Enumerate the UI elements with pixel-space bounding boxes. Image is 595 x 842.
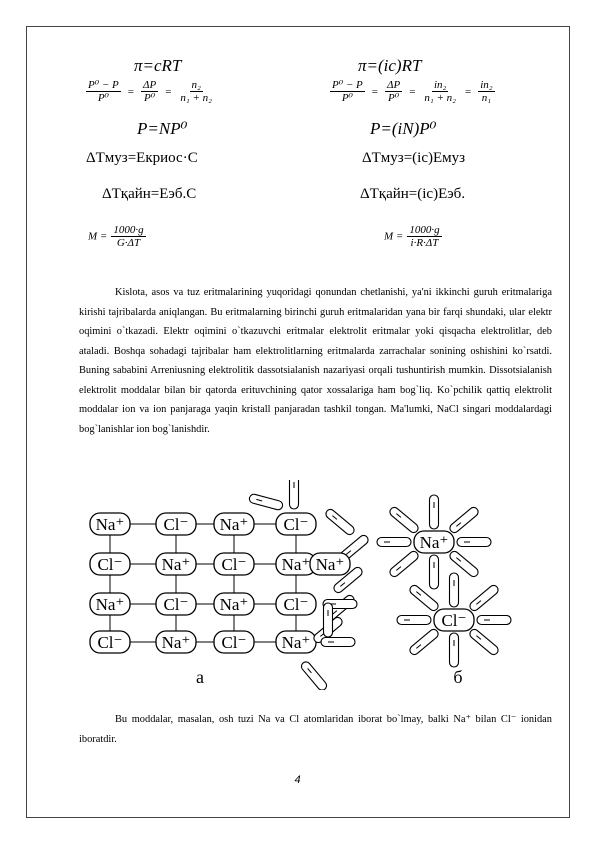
water-dipole: [300, 660, 329, 690]
hydrated-cl-ion: Cl⁻: [441, 611, 467, 630]
lattice-ion: Cl⁻: [163, 595, 189, 614]
water-dipole: [290, 480, 299, 509]
lattice-ion: Cl⁻: [97, 555, 123, 574]
lattice-ion: Na⁺: [95, 515, 125, 534]
water-dipole-na: [388, 550, 420, 579]
lattice-ion: Na⁺: [161, 633, 191, 652]
water-dipole: [324, 508, 356, 537]
water-dipole-cl: [408, 628, 440, 657]
molar-mass-formula-right: M = $\frac{1000\cdot g}{i\cdot R\cdot\Delta T}$: [384, 224, 440, 249]
paragraph-ions: Bu moddalar, masalan, osh tuzi Na va Cl atomlaridan iborat bo`lmay, balki Na⁺ bilan Cl⁻ ionidan iboratdir.: [79, 714, 552, 745]
water-dipole-na: [430, 555, 439, 589]
figure-label-a: a: [196, 667, 204, 687]
water-dipole-na: [430, 495, 439, 529]
raoult-formula-right: $\frac{\text{P⁰ − P}}{\text{P⁰}}$ = $\frac{\Delta P}{\text{P⁰}}$ = $\frac{\text{in₂}}{\text{n₁ + n₂}}$ = $\frac{\text{in₂}}{\text{n₁}}$: [332, 79, 493, 104]
lattice-ion: Cl⁻: [163, 515, 189, 534]
page-number: 4: [294, 774, 301, 786]
paragraph-dissociation: Kislota, asos va tuz eritmalarining yuqoridagi qonundan chetlanishi, ya'ni ikkinchi guruh eritmalariga kirishi tajribalarda aniqlangan. Bu eritmalarning birinchi guruh eritmalaridan yana bir farqi shundaki, ular elektr oqimini o`tkazadi. Elektr oqimini o`tkazuvchi eritmalar elektrolit eritmalar yoki qisqacha elektrolitlar, deb ataladi. Boshqa sohadagi tajribalar ham elektrolitlarning eritmalarda zarrachalar sonining oshishini ko`rsatdi. Buning sababini Arreniusning elektrolitik dassotsialanish nazariyasi orqali tushuntirish mumkin. Dissotsialanish elektrolit moddalar bilan bir qatorda erituvchining qator xossalariga ham bog`liq. Ko`pchilik qattiq elektrolit moddalar ion va ion panjaraga yaqin kristall panjaradan tashkil tongan. Ma'lumki, NaCl singari moddalardagi bog`lanishlar ion bog`lanishdir.: [79, 287, 552, 435]
figure-label-b: б: [453, 667, 463, 687]
raoult-formula-left: $\frac{\text{P⁰ − P}}{\text{P⁰}}$ = $\frac{\Delta P}{\text{P⁰}}$ = $\frac{\text{n₂}}{\text{n₁ + n₂}}$: [88, 79, 212, 104]
water-dipole-na: [388, 506, 420, 535]
water-dipole-cl: [477, 616, 511, 625]
water-dipole-cl: [468, 628, 500, 657]
molar-mass-formula-left: M = $\frac{1000\cdot g}{G\cdot\Delta T}$: [88, 224, 144, 249]
water-dipole-na: [448, 506, 480, 535]
pressure-formula-left: P=NP⁰: [137, 119, 188, 138]
lattice-ion: Na⁺: [281, 555, 311, 574]
water-dipole-cl: [450, 573, 459, 607]
lattice-ion: Na⁺: [219, 595, 249, 614]
water-dipole-na: [457, 538, 491, 547]
boiling-formula-left: ΔTқайн=Eэб.C: [102, 186, 197, 202]
nacl-lattice-figure: [78, 480, 548, 690]
lattice-ion: Na⁺: [281, 633, 311, 652]
water-dipole-cl: [397, 616, 431, 625]
lattice-ion: Cl⁻: [221, 633, 247, 652]
hydrated-na-ion: Na⁺: [419, 533, 449, 552]
osmotic-formula-left: π=cRT: [134, 56, 182, 75]
lattice-ion: Cl⁻: [283, 595, 309, 614]
water-dipole: [324, 603, 333, 637]
water-dipole-cl: [468, 584, 500, 613]
water-dipole: [321, 638, 355, 647]
water-dipole-cl: [450, 633, 459, 667]
lattice-ion: Na⁺: [161, 555, 191, 574]
water-dipole-na: [377, 538, 411, 547]
water-dipole: [248, 493, 283, 510]
freezing-formula-left: ΔTмуз=Eкриос·C: [86, 150, 198, 166]
pressure-formula-right: P=(iN)P⁰: [370, 119, 437, 138]
boiling-formula-right: ΔTқайн=(ic)Eэб.: [360, 186, 466, 202]
lattice-ion: Cl⁻: [97, 633, 123, 652]
lattice-ion: Na⁺: [219, 515, 249, 534]
hydrated-ion-detached: Na⁺: [315, 555, 345, 574]
freezing-formula-right: ΔTмуз=(ic)Eмуз: [362, 150, 466, 166]
osmotic-formula-right: π=(ic)RT: [358, 56, 422, 75]
lattice-ion: Cl⁻: [221, 555, 247, 574]
lattice-ion: Cl⁻: [283, 515, 309, 534]
lattice-ion: Na⁺: [95, 595, 125, 614]
